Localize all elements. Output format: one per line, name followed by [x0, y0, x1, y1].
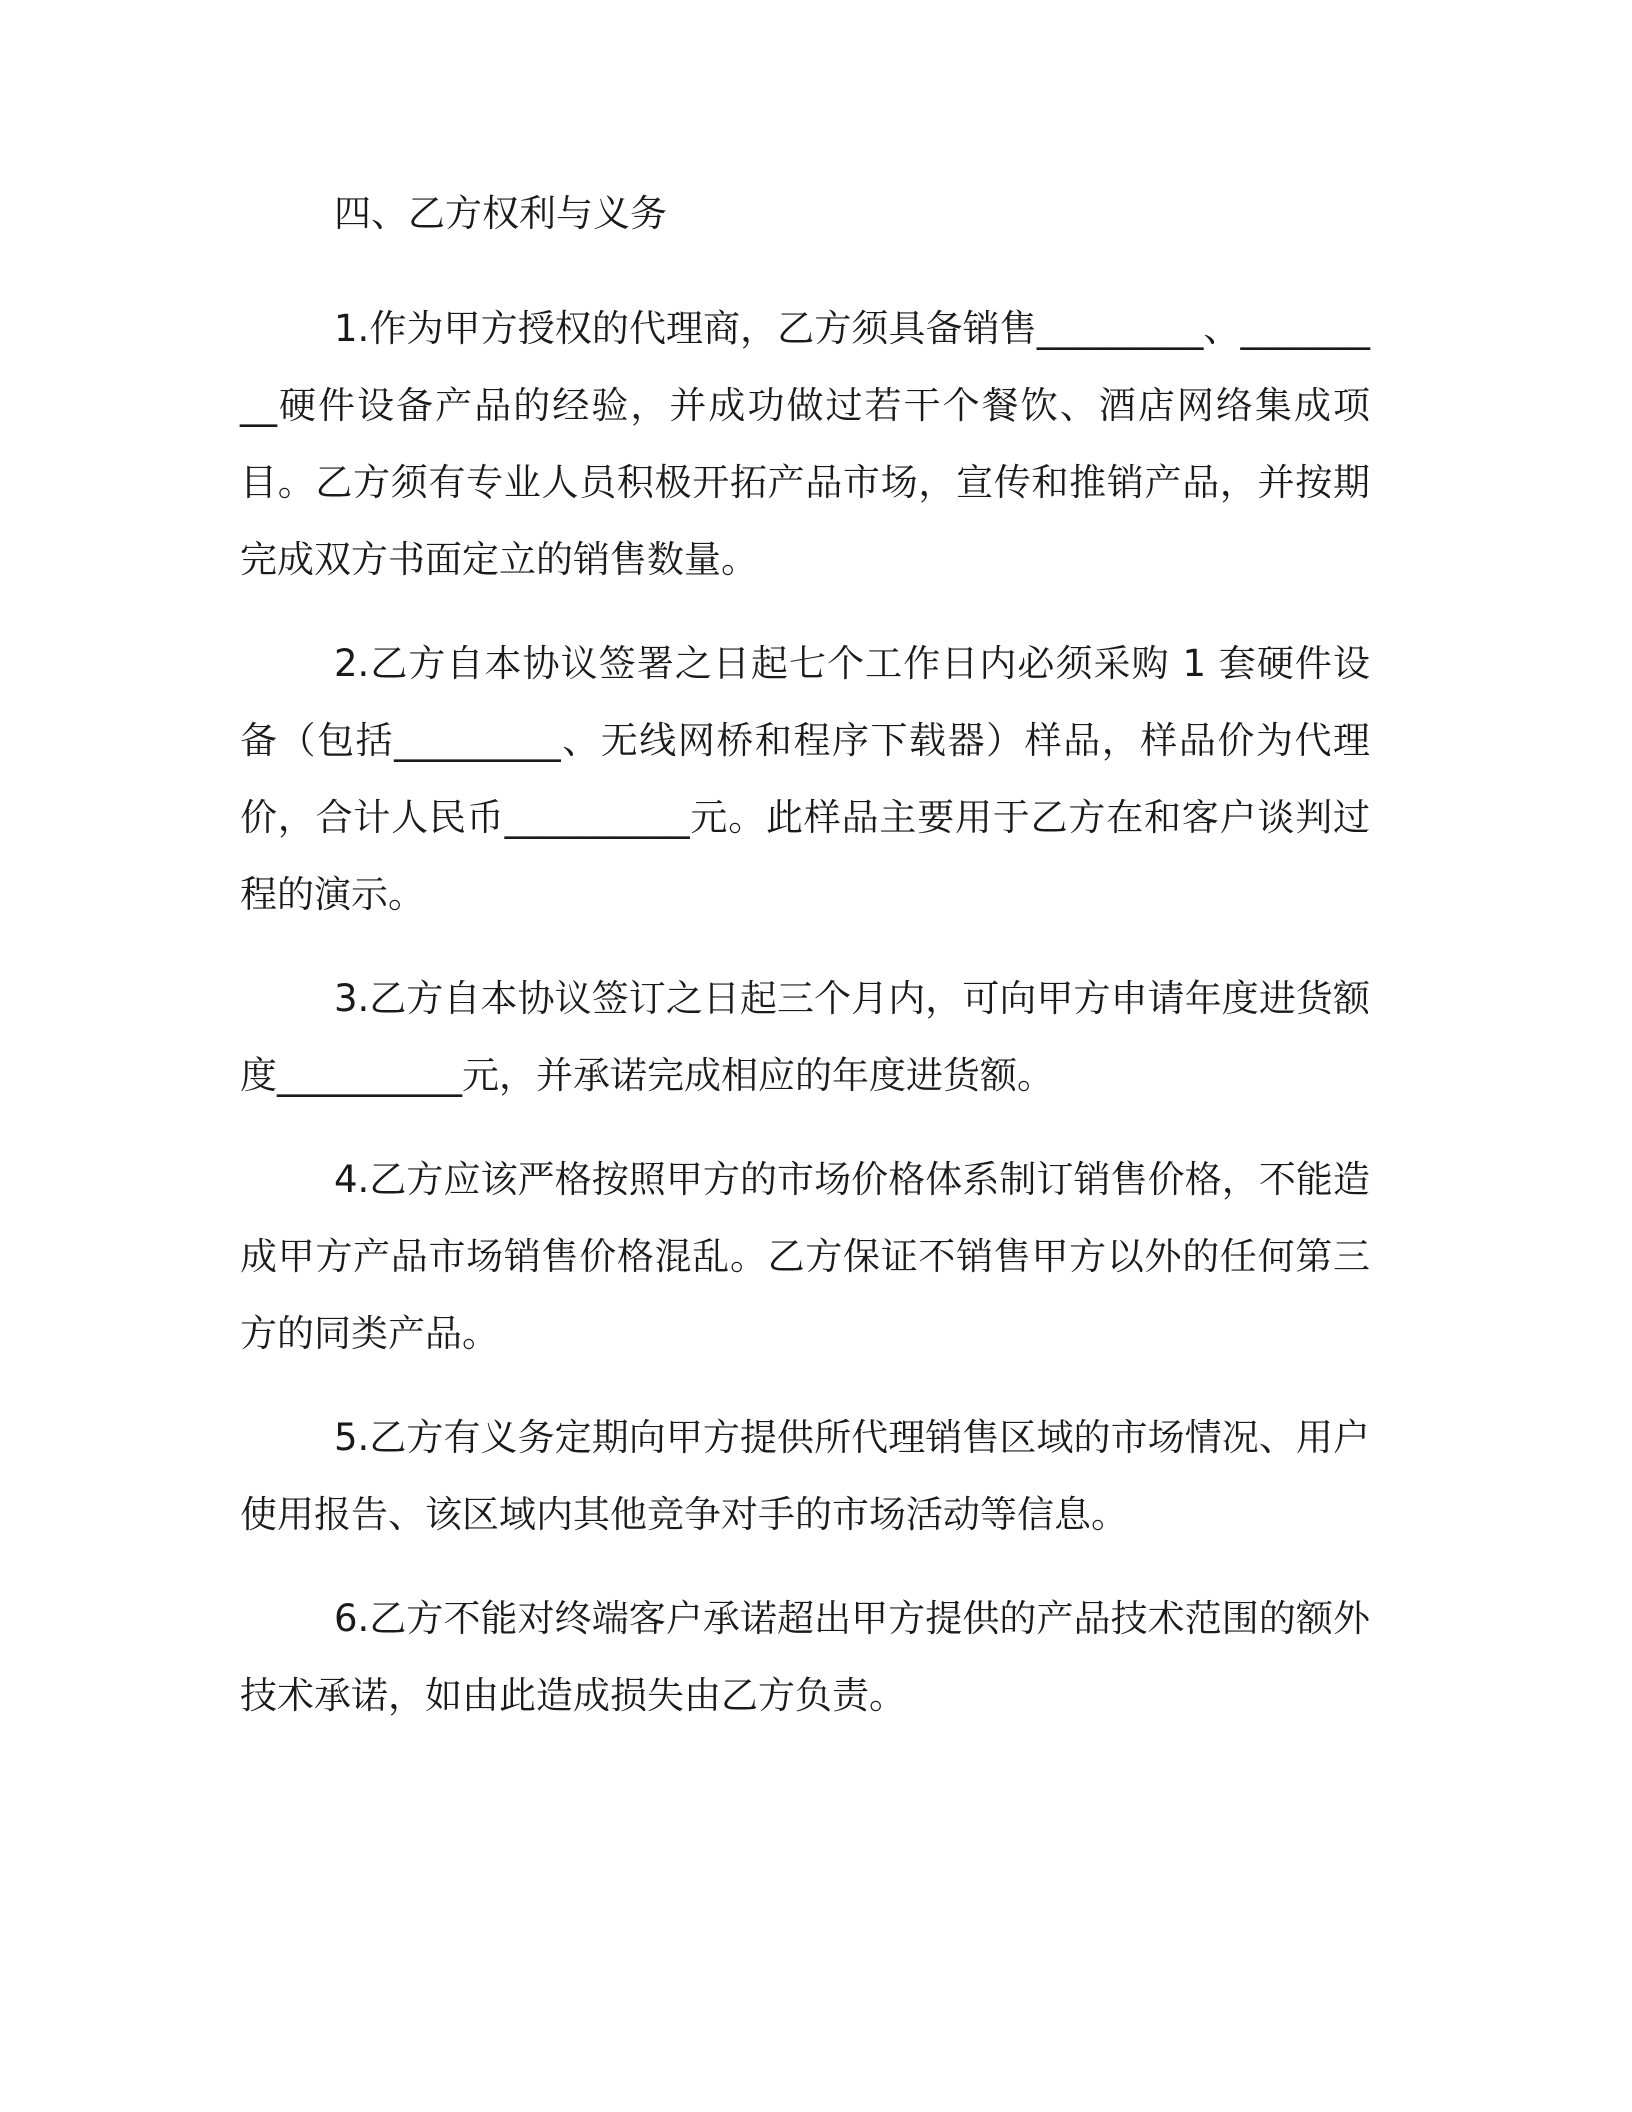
clause-3: 3.乙方自本协议签订之日起三个月内，可向甲方申请年度进货额度__________元，并承诺完成相应的年度进货额。 — [240, 977, 1370, 1097]
section-heading: 四、乙方权利与义务 — [334, 192, 667, 235]
document-page — [240, 188, 1370, 1761]
clause-2: 2.乙方自本协议签署之日起七个工作日内必须采购 1 套硬件设备（包括_________、无线网桥和程序下载器）样品，样品价为代理价，合计人民币__________元。此样品主要用于乙方在和客户谈判过程的演示。 — [240, 642, 1370, 916]
clause-5: 5.乙方有义务定期向甲方提供所代理销售区域的市场情况、用户使用报告、该区域内其他竞争对手的市场活动等信息。 — [240, 1416, 1370, 1536]
clause-1: 1.作为甲方授权的代理商，乙方须具备销售_________、_________硬件设备产品的经验，并成功做过若干个餐饮、酒店网络集成项目。乙方须有专业人员积极开拓产品市场，宣传和推销产品，并按期完成双方书面定立的销售数量。 — [240, 307, 1370, 581]
clause-4: 4.乙方应该严格按照甲方的市场价格体系制订销售价格，不能造成甲方产品市场销售价格混乱。乙方保证不销售甲方以外的任何第三方的同类产品。 — [240, 1158, 1370, 1355]
clause-6: 6.乙方不能对终端客户承诺超出甲方提供的产品技术范围的额外技术承诺，如由此造成损失由乙方负责。 — [240, 1597, 1370, 1717]
